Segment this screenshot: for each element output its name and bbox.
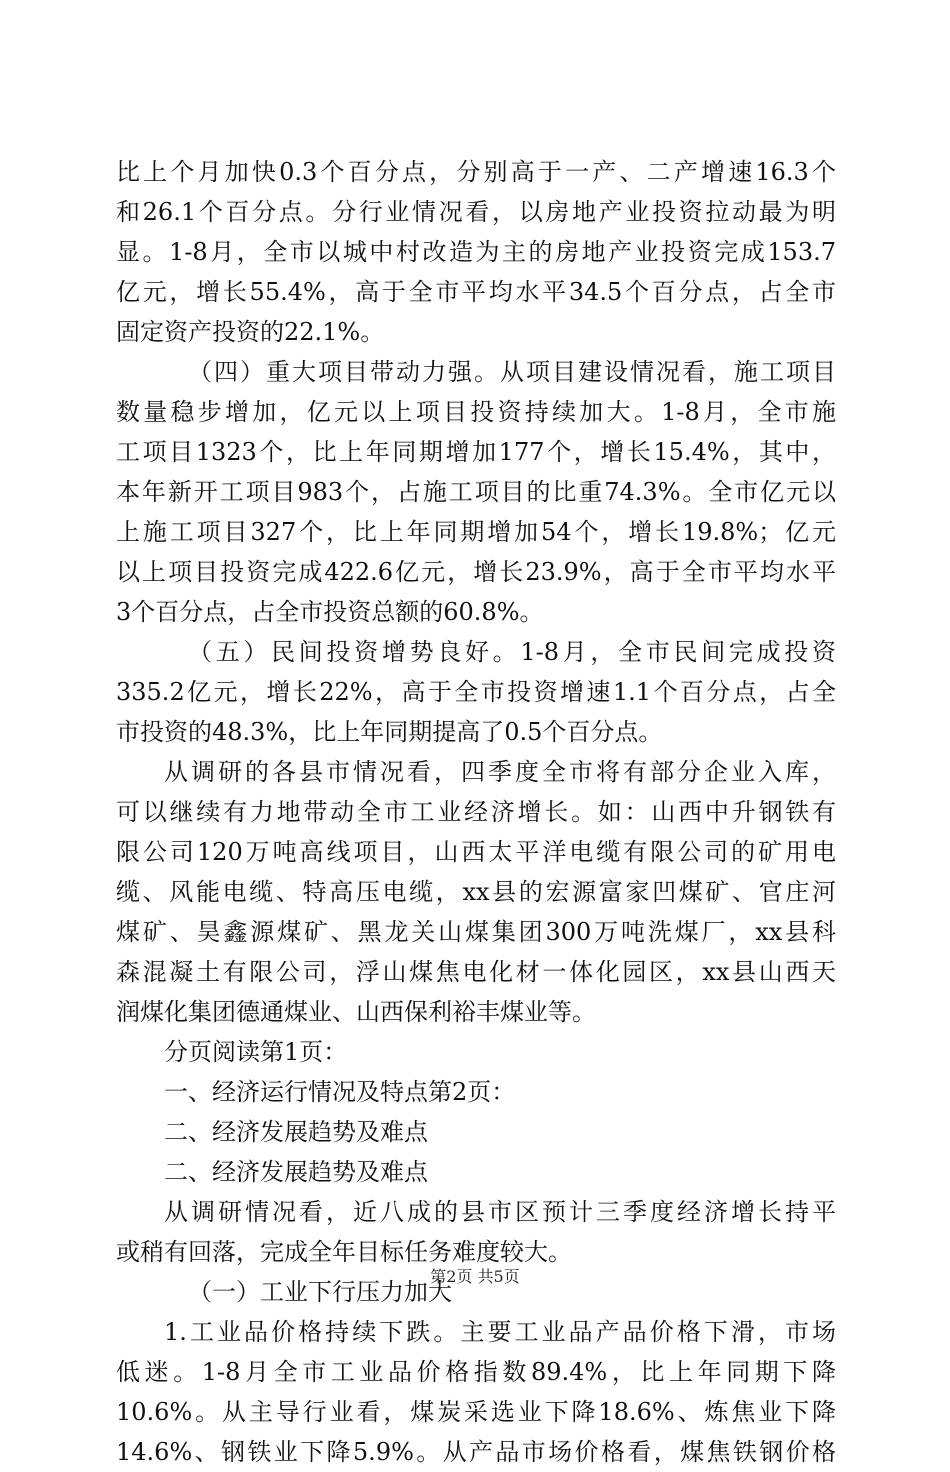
text-line: 市投资的48.3%，比上年同期提高了0.5个百分点。 <box>116 718 663 746</box>
text-line: 分页阅读第1页： <box>164 1038 348 1066</box>
text-line: 从调研的各县市情况看，四季度全市将有部分企业入库， <box>164 758 836 786</box>
text-line: 二、经济发展趋势及难点 <box>164 1118 428 1146</box>
text-line: 10.6%。从主导行业看，煤炭采选业下降18.6%、炼焦业下降 <box>116 1398 836 1426</box>
text-line: 1.工业品价格持续下跌。主要工业品产品价格下滑，市场 <box>164 1318 836 1346</box>
text-line: 或稍有回落，完成全年目标任务难度较大。 <box>116 1238 572 1266</box>
text-line: 二、经济发展趋势及难点 <box>164 1158 428 1186</box>
text-line: 低迷。1-8月全市工业品价格指数89.4%，比上年同期下降 <box>116 1358 836 1386</box>
text-line: 3个百分点，占全市投资总额的60.8%。 <box>116 598 544 626</box>
text-line: 一、经济运行情况及特点第2页： <box>164 1078 516 1106</box>
text-line: 亿元，增长55.4%，高于全市平均水平34.5个百分点，占全市 <box>116 278 836 306</box>
text-line: 缆、风能电缆、特高压电缆，xx县的宏源富家凹煤矿、官庄河 <box>116 878 836 906</box>
text-line: 14.6%、钢铁业下降5.9%。从产品市场价格看，煤焦铁钢价格 <box>116 1438 836 1466</box>
text-line: 本年新开工项目983个，占施工项目的比重74.3%。全市亿元以 <box>116 478 836 506</box>
text-line: （五）民间投资增势良好。1-8月，全市民间完成投资 <box>188 638 836 666</box>
page-footer: 第2页 共5页 <box>430 1267 520 1286</box>
text-line: （四）重大项目带动力强。从项目建设情况看，施工项目 <box>188 358 836 386</box>
text-line: 润煤化集团德通煤业、山西保利裕丰煤业等。 <box>116 998 596 1026</box>
text-line: 数量稳步增加，亿元以上项目投资持续加大。1-8月，全市施 <box>116 398 836 426</box>
text-line: 森混凝土有限公司，浮山煤焦电化材一体化园区，xx县山西天 <box>116 958 836 986</box>
text-line: 335.2亿元，增长22%，高于全市投资增速1.1个百分点，占全 <box>116 678 836 706</box>
text-line: 显。1-8月，全市以城中村改造为主的房地产业投资完成153.7 <box>116 238 836 266</box>
text-line: 限公司120万吨高线项目，山西太平洋电缆有限公司的矿用电 <box>116 838 836 866</box>
text-line: 可以继续有力地带动全市工业经济增长。如：山西中升钢铁有 <box>116 798 836 826</box>
text-line: （一）工业下行压力加大 <box>188 1278 452 1306</box>
text-line: 和26.1个百分点。分行业情况看，以房地产业投资拉动最为明 <box>116 198 836 226</box>
text-line: 工项目1323个，比上年同期增加177个，增长15.4%，其中， <box>116 438 836 466</box>
text-line: 比上个月加快0.3个百分点，分别高于一产、二产增速16.3个 <box>116 158 836 186</box>
text-line: 固定资产投资的22.1%。 <box>116 318 385 346</box>
text-line: 从调研情况看，近八成的县市区预计三季度经济增长持平 <box>164 1198 836 1226</box>
text-line: 煤矿、昊鑫源煤矿、黑龙关山煤集团300万吨洗煤厂，xx县科 <box>116 918 836 946</box>
text-line: 以上项目投资完成422.6亿元，增长23.9%，高于全市平均水平 <box>116 558 836 586</box>
text-line: 上施工项目327个，比上年同期增加54个，增长19.8%；亿元 <box>116 518 836 546</box>
